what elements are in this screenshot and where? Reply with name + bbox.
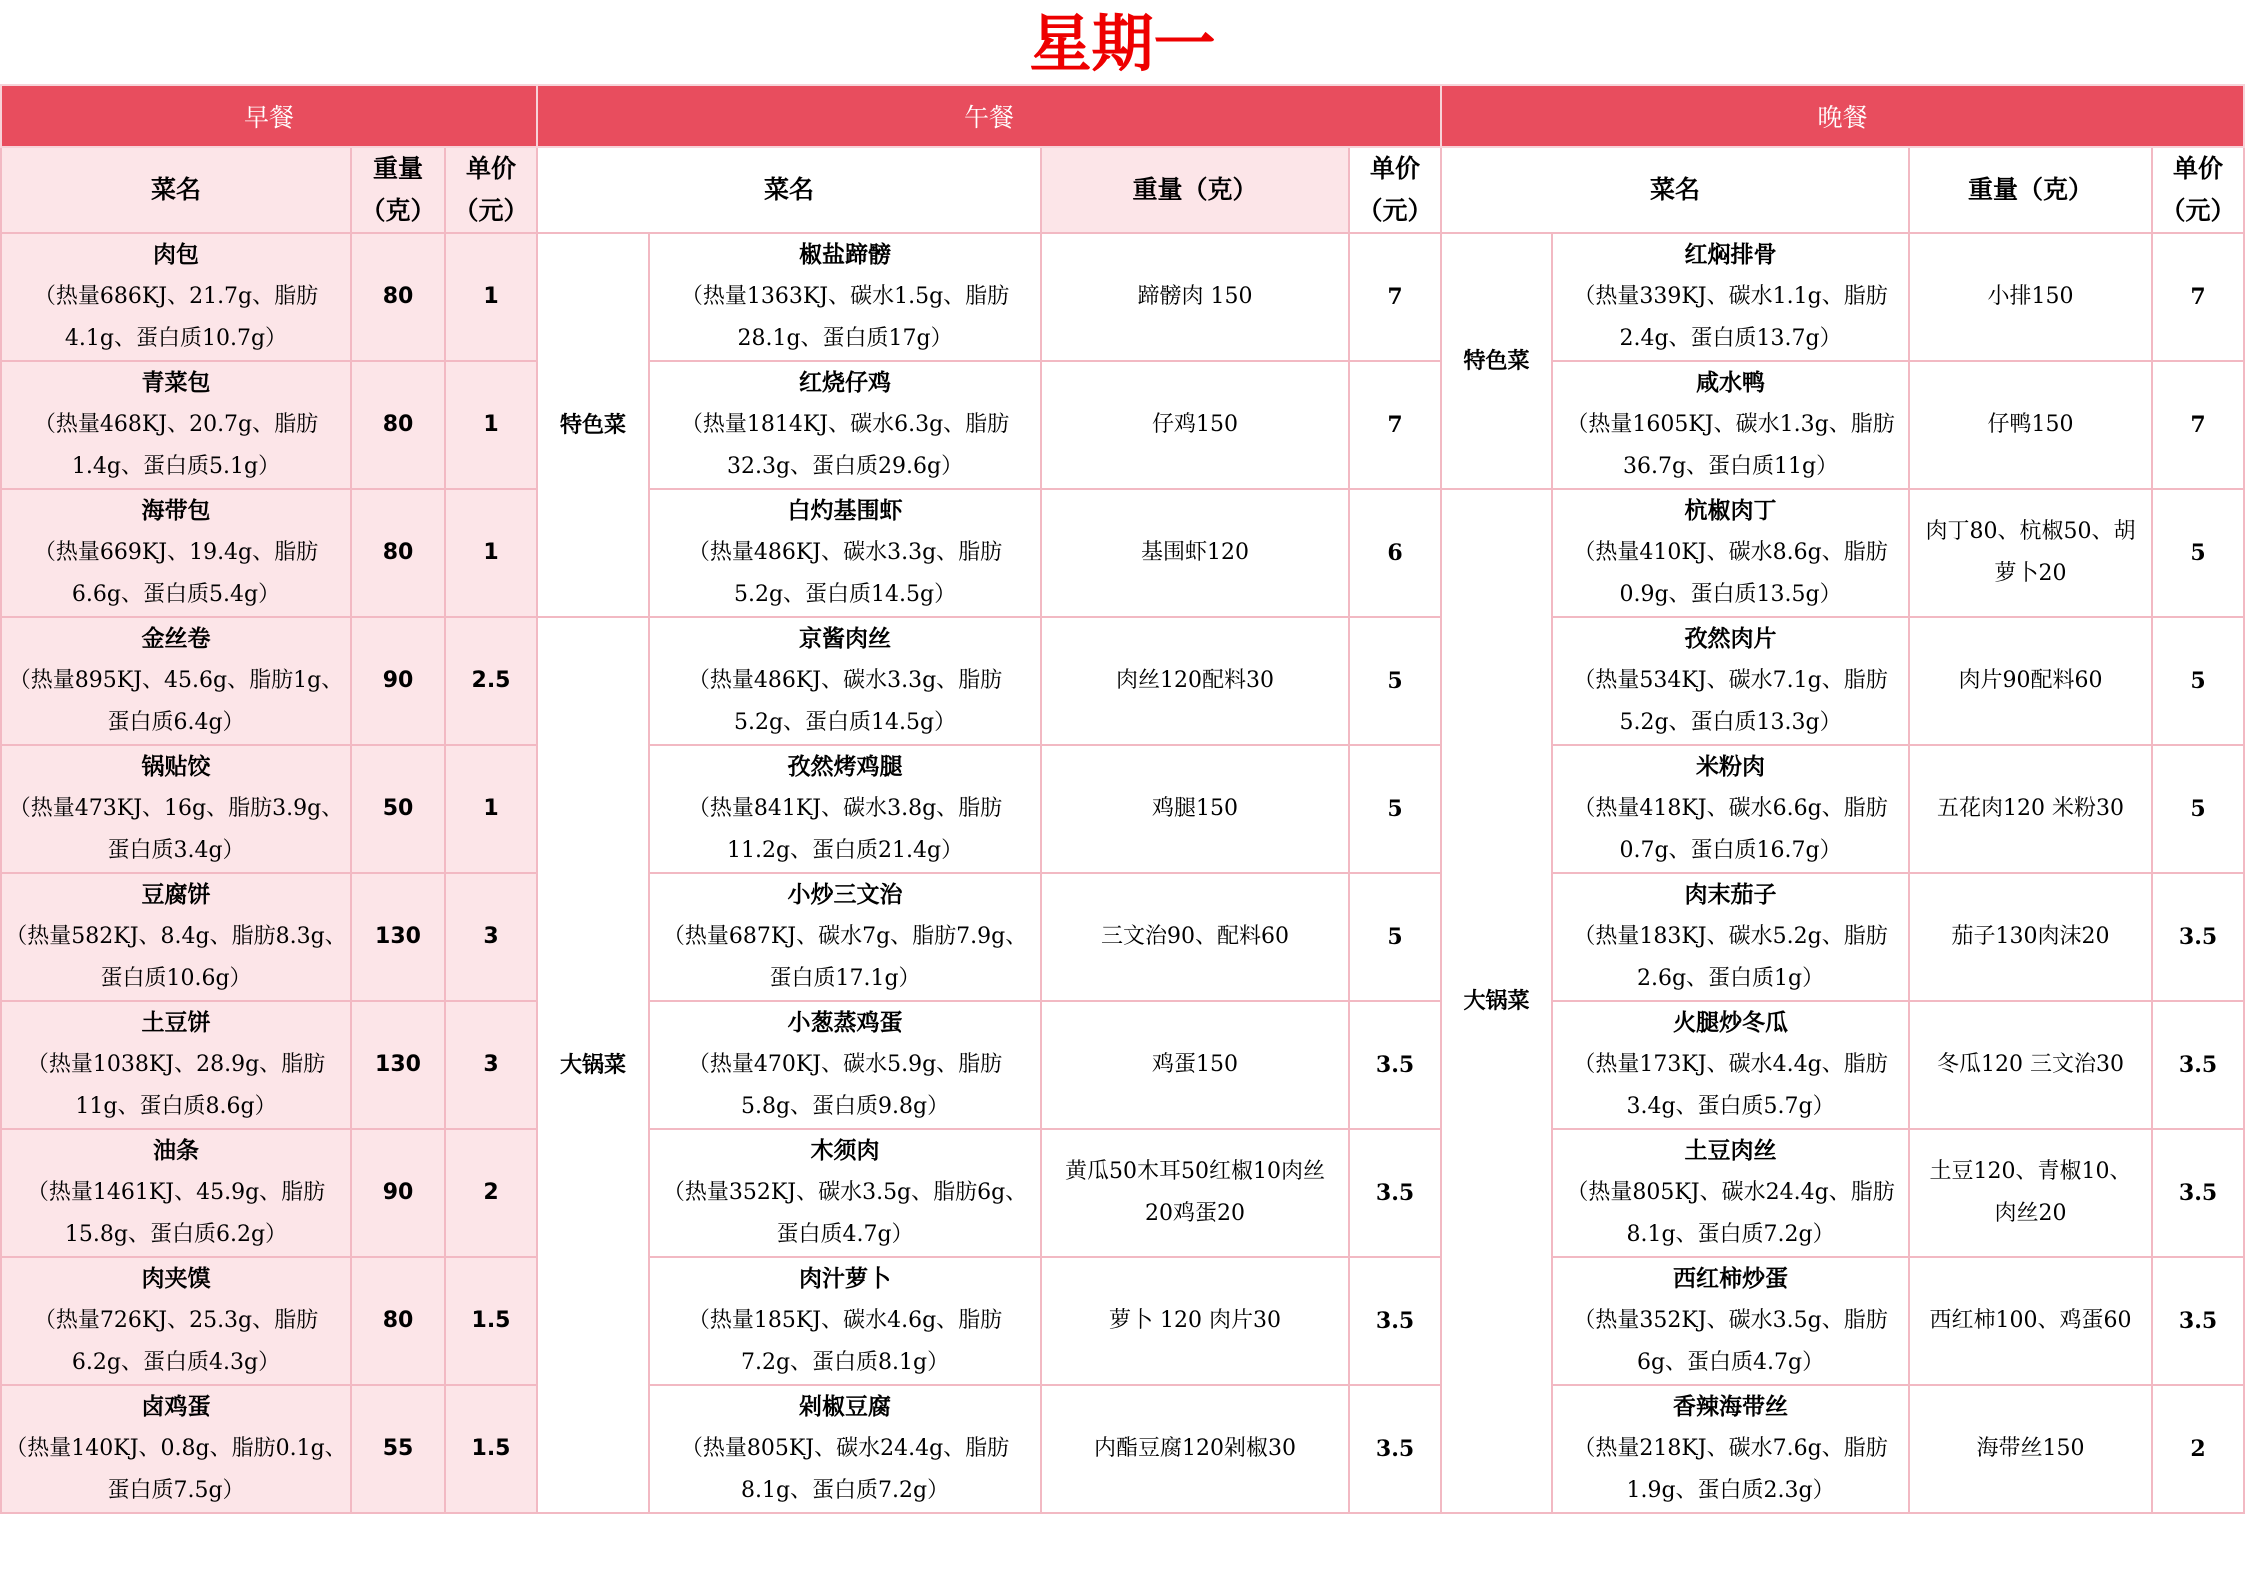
lunch-dish-cell xyxy=(649,745,1041,873)
lunch-dish-cell xyxy=(649,489,1041,617)
menu-row xyxy=(1,1257,2244,1385)
dish-name: 京酱肉丝 xyxy=(799,625,892,652)
dish-nutrition: （热量895KJ、45.6g、脂肪1g、蛋白质6.4g） xyxy=(8,668,344,735)
breakfast-dish-cell xyxy=(1,1385,351,1513)
breakfast-price: 1 xyxy=(445,489,537,617)
breakfast-weight: 80 xyxy=(351,1257,445,1385)
breakfast-weight-header: 重量 （克） xyxy=(351,147,445,233)
dinner-weight: 土豆120、青椒10、肉丝20 xyxy=(1909,1129,2152,1257)
dish-name: 小葱蒸鸡蛋 xyxy=(787,1009,903,1036)
breakfast-price: 3 xyxy=(445,1001,537,1129)
dinner-price: 7 xyxy=(2152,361,2244,489)
dinner-dish-cell xyxy=(1552,1001,1909,1129)
dish-nutrition: （热量473KJ、16g、脂肪3.9g、蛋白质3.4g） xyxy=(8,796,344,863)
dish-nutrition: （热量140KJ、0.8g、脂肪0.1g、蛋白质7.5g） xyxy=(5,1436,347,1503)
dinner-weight: 肉丁80、杭椒50、胡萝卜20 xyxy=(1909,489,2152,617)
lunch-price: 5 xyxy=(1349,617,1441,745)
breakfast-dish-cell xyxy=(1,1129,351,1257)
lunch-weight: 肉丝120配料30 xyxy=(1041,617,1349,745)
dinner-price: 3.5 xyxy=(2152,1257,2244,1385)
lunch-dish-cell xyxy=(649,1129,1041,1257)
lunch-dish-cell xyxy=(649,1385,1041,1513)
dish-nutrition: （热量841KJ、碳水3.8g、脂肪11.2g、蛋白质21.4g） xyxy=(687,796,1003,863)
dish-nutrition: （热量486KJ、碳水3.3g、脂肪5.2g、蛋白质14.5g） xyxy=(687,668,1003,735)
breakfast-weight: 90 xyxy=(351,617,445,745)
dish-name: 豆腐饼 xyxy=(141,881,211,908)
meal-header-lunch: 午餐 xyxy=(537,85,1441,147)
breakfast-name-header: 菜名 xyxy=(1,147,351,233)
dish-nutrition: （热量687KJ、碳水7g、脂肪7.9g、蛋白质17.1g） xyxy=(662,924,1028,991)
lunch-category-special: 特色菜 xyxy=(537,233,649,617)
breakfast-weight: 130 xyxy=(351,873,445,1001)
menu-row xyxy=(1,1385,2244,1513)
dish-name: 锅贴饺 xyxy=(141,753,211,780)
breakfast-price-header: 单价 （元） xyxy=(445,147,537,233)
breakfast-weight: 130 xyxy=(351,1001,445,1129)
lunch-weight: 鸡腿150 xyxy=(1041,745,1349,873)
breakfast-weight: 90 xyxy=(351,1129,445,1257)
dish-nutrition: （热量418KJ、碳水6.6g、脂肪0.7g、蛋白质16.7g） xyxy=(1573,796,1888,863)
breakfast-price: 1 xyxy=(445,233,537,361)
lunch-name-header: 菜名 xyxy=(537,147,1041,233)
dish-name: 香辣海带丝 xyxy=(1673,1393,1789,1420)
dinner-weight: 仔鸭150 xyxy=(1909,361,2152,489)
dinner-price: 5 xyxy=(2152,745,2244,873)
lunch-weight: 基围虾120 xyxy=(1041,489,1349,617)
dinner-category-special: 特色菜 xyxy=(1441,233,1552,489)
breakfast-weight: 80 xyxy=(351,361,445,489)
dish-name: 土豆肉丝 xyxy=(1684,1137,1777,1164)
lunch-price-header: 单价 （元） xyxy=(1349,147,1441,233)
menu-row xyxy=(1,489,2244,617)
breakfast-weight: 50 xyxy=(351,745,445,873)
breakfast-weight: 55 xyxy=(351,1385,445,1513)
lunch-dish-cell xyxy=(649,233,1041,361)
dish-nutrition: （热量534KJ、碳水7.1g、脂肪5.2g、蛋白质13.3g） xyxy=(1573,668,1888,735)
dinner-dish-cell xyxy=(1552,489,1909,617)
dish-name: 肉夹馍 xyxy=(141,1265,211,1292)
lunch-category-pot: 大锅菜 xyxy=(537,617,649,1513)
dish-nutrition: （热量669KJ、19.4g、脂肪6.6g、蛋白质5.4g） xyxy=(33,540,319,607)
dinner-weight: 茄子130肉沫20 xyxy=(1909,873,2152,1001)
lunch-weight: 鸡蛋150 xyxy=(1041,1001,1349,1129)
dish-name: 火腿炒冬瓜 xyxy=(1673,1009,1789,1036)
dinner-category-pot: 大锅菜 xyxy=(1441,489,1552,1513)
dinner-price: 5 xyxy=(2152,489,2244,617)
dish-name: 孜然烤鸡腿 xyxy=(787,753,903,780)
dish-name: 杭椒肉丁 xyxy=(1684,497,1777,524)
dish-name: 剁椒豆腐 xyxy=(799,1393,892,1420)
lunch-dish-cell xyxy=(649,873,1041,1001)
dish-nutrition: （热量486KJ、碳水3.3g、脂肪5.2g、蛋白质14.5g） xyxy=(687,540,1003,607)
dish-nutrition: （热量1814KJ、碳水6.3g、脂肪32.3g、蛋白质29.6g） xyxy=(680,412,1010,479)
dinner-dish-cell xyxy=(1552,233,1909,361)
dish-name: 咸水鸭 xyxy=(1696,369,1766,396)
breakfast-price: 1 xyxy=(445,745,537,873)
lunch-dish-cell xyxy=(649,361,1041,489)
lunch-price: 5 xyxy=(1349,745,1441,873)
meal-header-row xyxy=(1,85,2244,147)
dish-nutrition: （热量352KJ、碳水3.5g、脂肪6g、蛋白质4.7g） xyxy=(1573,1308,1888,1375)
dish-name: 小炒三文治 xyxy=(787,881,903,908)
dish-nutrition: （热量183KJ、碳水5.2g、脂肪2.6g、蛋白质1g） xyxy=(1573,924,1888,991)
lunch-dish-cell xyxy=(649,1257,1041,1385)
dinner-dish-cell xyxy=(1552,873,1909,1001)
breakfast-price: 3 xyxy=(445,873,537,1001)
lunch-price: 3.5 xyxy=(1349,1385,1441,1513)
breakfast-weight: 80 xyxy=(351,489,445,617)
dinner-price: 2 xyxy=(2152,1385,2244,1513)
breakfast-price: 1.5 xyxy=(445,1257,537,1385)
dinner-dish-cell xyxy=(1552,1257,1909,1385)
breakfast-dish-cell xyxy=(1,361,351,489)
dish-nutrition: （热量1461KJ、45.9g、脂肪15.8g、蛋白质6.2g） xyxy=(26,1180,326,1247)
dish-name: 卤鸡蛋 xyxy=(141,1393,211,1420)
breakfast-price: 2 xyxy=(445,1129,537,1257)
dish-name: 椒盐蹄髈 xyxy=(799,241,892,268)
dish-nutrition: （热量1605KJ、碳水1.3g、脂肪36.7g、蛋白质11g） xyxy=(1566,412,1895,479)
meal-header-breakfast: 早餐 xyxy=(1,85,537,147)
meal-header-dinner: 晚餐 xyxy=(1441,85,2244,147)
menu-row xyxy=(1,361,2244,489)
dish-nutrition: （热量1038KJ、28.9g、脂肪11g、蛋白质8.6g） xyxy=(26,1052,326,1119)
dish-nutrition: （热量339KJ、碳水1.1g、脂肪2.4g、蛋白质13.7g） xyxy=(1573,284,1888,351)
dinner-price: 3.5 xyxy=(2152,1001,2244,1129)
menu-row xyxy=(1,233,2244,361)
dish-name: 米粉肉 xyxy=(1696,753,1766,780)
menu-row xyxy=(1,617,2244,745)
page-title: 星期一 xyxy=(1029,7,1216,80)
column-header-row xyxy=(1,147,2244,233)
dinner-weight-header: 重量（克） xyxy=(1909,147,2152,233)
dinner-dish-cell xyxy=(1552,1129,1909,1257)
dish-name: 孜然肉片 xyxy=(1684,625,1777,652)
dish-name: 红焖排骨 xyxy=(1684,241,1777,268)
lunch-price: 3.5 xyxy=(1349,1257,1441,1385)
dish-name: 红烧仔鸡 xyxy=(799,369,892,396)
dinner-weight: 小排150 xyxy=(1909,233,2152,361)
dinner-dish-cell xyxy=(1552,361,1909,489)
breakfast-dish-cell xyxy=(1,489,351,617)
dish-nutrition: （热量218KJ、碳水7.6g、脂肪1.9g、蛋白质2.3g） xyxy=(1573,1436,1888,1503)
dinner-name-header: 菜名 xyxy=(1441,147,1909,233)
dinner-dish-cell xyxy=(1552,745,1909,873)
lunch-price: 5 xyxy=(1349,873,1441,1001)
dinner-weight: 肉片90配料60 xyxy=(1909,617,2152,745)
dish-name: 木须肉 xyxy=(810,1137,880,1164)
breakfast-dish-cell xyxy=(1,873,351,1001)
lunch-weight: 三文治90、配料60 xyxy=(1041,873,1349,1001)
breakfast-price: 1 xyxy=(445,361,537,489)
lunch-weight: 蹄髈肉 150 xyxy=(1041,233,1349,361)
dish-nutrition: （热量468KJ、20.7g、脂肪1.4g、蛋白质5.1g） xyxy=(33,412,319,479)
dish-nutrition: （热量582KJ、8.4g、脂肪8.3g、蛋白质10.6g） xyxy=(5,924,347,991)
dish-nutrition: （热量470KJ、碳水5.9g、脂肪5.8g、蛋白质9.8g） xyxy=(687,1052,1003,1119)
dinner-dish-cell xyxy=(1552,1385,1909,1513)
dish-name: 油条 xyxy=(153,1137,199,1164)
dish-nutrition: （热量185KJ、碳水4.6g、脂肪7.2g、蛋白质8.1g） xyxy=(687,1308,1003,1375)
dish-nutrition: （热量410KJ、碳水8.6g、脂肪0.9g、蛋白质13.5g） xyxy=(1573,540,1888,607)
breakfast-weight: 80 xyxy=(351,233,445,361)
dish-nutrition: （热量805KJ、碳水24.4g、脂肪8.1g、蛋白质7.2g） xyxy=(680,1436,1010,1503)
dinner-price: 7 xyxy=(2152,233,2244,361)
lunch-price: 3.5 xyxy=(1349,1001,1441,1129)
lunch-dish-cell xyxy=(649,1001,1041,1129)
dish-nutrition: （热量726KJ、25.3g、脂肪6.2g、蛋白质4.3g） xyxy=(33,1308,319,1375)
lunch-dish-cell xyxy=(649,617,1041,745)
breakfast-dish-cell xyxy=(1,233,351,361)
lunch-weight: 黄瓜50木耳50红椒10肉丝20鸡蛋20 xyxy=(1041,1129,1349,1257)
weekly-menu-table xyxy=(0,84,2245,1514)
dinner-price: 3.5 xyxy=(2152,873,2244,1001)
dish-name: 金丝卷 xyxy=(141,625,211,652)
menu-row xyxy=(1,1001,2244,1129)
dish-name: 白灼基围虾 xyxy=(787,497,903,524)
menu-row xyxy=(1,745,2244,873)
dish-name: 西红柿炒蛋 xyxy=(1673,1265,1789,1292)
lunch-weight: 仔鸡150 xyxy=(1041,361,1349,489)
dinner-price: 3.5 xyxy=(2152,1129,2244,1257)
menu-row xyxy=(1,1129,2244,1257)
dinner-dish-cell xyxy=(1552,617,1909,745)
breakfast-dish-cell xyxy=(1,1001,351,1129)
dinner-price: 5 xyxy=(2152,617,2244,745)
breakfast-price: 1.5 xyxy=(445,1385,537,1513)
breakfast-dish-cell xyxy=(1,745,351,873)
lunch-price: 3.5 xyxy=(1349,1129,1441,1257)
dinner-weight: 冬瓜120 三文治30 xyxy=(1909,1001,2152,1129)
lunch-price: 6 xyxy=(1349,489,1441,617)
breakfast-price: 2.5 xyxy=(445,617,537,745)
lunch-weight: 萝卜 120 肉片30 xyxy=(1041,1257,1349,1385)
dinner-price-header: 单价 （元） xyxy=(2152,147,2244,233)
lunch-weight: 内酯豆腐120剁椒30 xyxy=(1041,1385,1349,1513)
lunch-weight-header: 重量（克） xyxy=(1041,147,1349,233)
dish-nutrition: （热量686KJ、21.7g、脂肪4.1g、蛋白质10.7g） xyxy=(33,284,319,351)
dish-nutrition: （热量173KJ、碳水4.4g、脂肪3.4g、蛋白质5.7g） xyxy=(1573,1052,1888,1119)
lunch-price: 7 xyxy=(1349,361,1441,489)
dish-name: 海带包 xyxy=(141,497,211,524)
lunch-price: 7 xyxy=(1349,233,1441,361)
dish-name: 青菜包 xyxy=(141,369,211,396)
dish-name: 肉末茄子 xyxy=(1684,881,1777,908)
dish-name: 肉汁萝卜 xyxy=(799,1265,892,1292)
menu-row xyxy=(1,873,2244,1001)
dish-nutrition: （热量352KJ、碳水3.5g、脂肪6g、蛋白质4.7g） xyxy=(662,1180,1028,1247)
dinner-weight: 西红柿100、鸡蛋60 xyxy=(1909,1257,2152,1385)
dish-name: 土豆饼 xyxy=(141,1009,211,1036)
dish-nutrition: （热量805KJ、碳水24.4g、脂肪8.1g、蛋白质7.2g） xyxy=(1566,1180,1895,1247)
breakfast-dish-cell xyxy=(1,1257,351,1385)
dinner-weight: 五花肉120 米粉30 xyxy=(1909,745,2152,873)
breakfast-dish-cell xyxy=(1,617,351,745)
dish-name: 肉包 xyxy=(153,241,199,268)
dish-nutrition: （热量1363KJ、碳水1.5g、脂肪28.1g、蛋白质17g） xyxy=(680,284,1010,351)
dinner-weight: 海带丝150 xyxy=(1909,1385,2152,1513)
